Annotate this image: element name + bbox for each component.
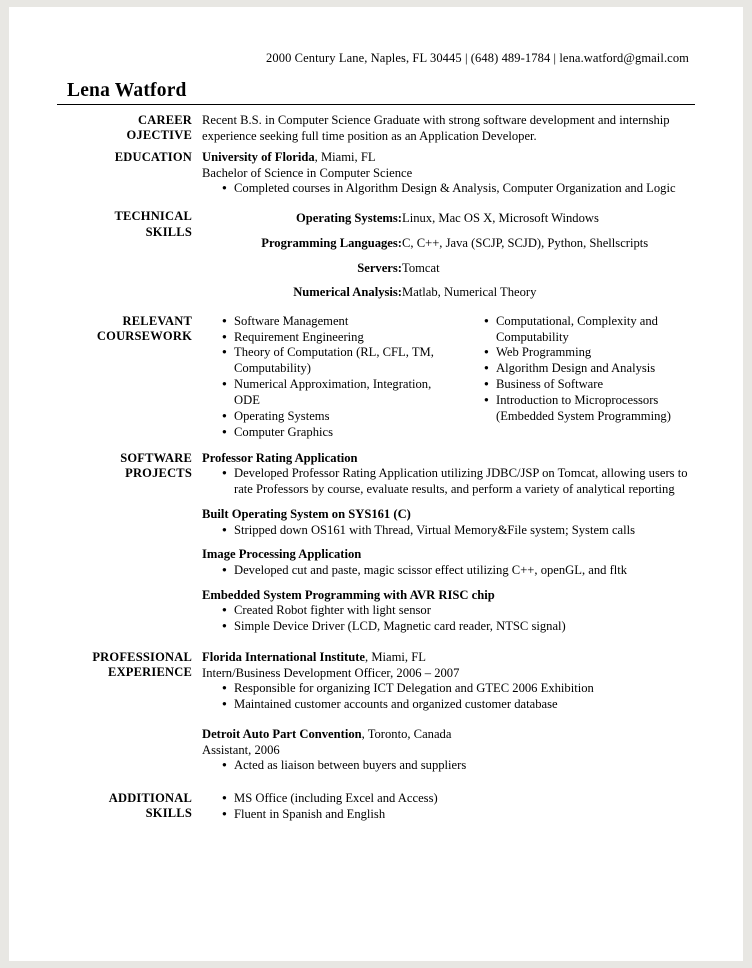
list-item: ● Developed cut and paste, magic scissor effect utilizing C++, openGL, and fltk xyxy=(222,563,695,579)
list-item: ● Theory of Computation (RL, CFL, TM, Computability) xyxy=(222,345,450,377)
list-item: ● Computer Graphics xyxy=(222,425,450,441)
list-item: ● MS Office (including Excel and Access) xyxy=(222,791,695,807)
project-item xyxy=(202,507,695,538)
project-title: Image Processing Application xyxy=(202,547,362,562)
header-divider xyxy=(57,104,695,105)
experience-label-line1: PROFESSIONAL xyxy=(92,650,192,665)
skill-value: Linux, Mac OS X, Microsoft Windows xyxy=(402,211,599,226)
experience-item xyxy=(202,650,695,713)
table-row xyxy=(202,209,695,234)
skill-value: Tomcat xyxy=(402,260,440,275)
technical-skills-content xyxy=(202,209,695,307)
skill-key: Numerical Analysis: xyxy=(293,285,402,300)
project-item xyxy=(202,451,695,498)
project-title: Professor Rating Application xyxy=(202,450,358,465)
list-item: ● Acted as liaison between buyers and suppliers xyxy=(222,758,695,774)
career-label-line2: OJECTIVE xyxy=(126,128,192,143)
list-item: ● Software Management xyxy=(222,314,450,330)
experience-employer: Detroit Auto Part Convention xyxy=(202,727,362,742)
experience-bullets xyxy=(202,758,695,774)
career-text: Recent B.S. in Computer Science Graduate with strong software development and internship experience seeking full time position as an Application Developer. xyxy=(202,113,670,143)
additional-bullets xyxy=(202,791,695,823)
coursework-right-column xyxy=(464,314,695,441)
projects-label-line1: SOFTWARE xyxy=(120,450,192,465)
project-item xyxy=(202,588,695,635)
coursework-left-column xyxy=(202,314,450,441)
projects-label-line2: PROJECTS xyxy=(125,465,192,480)
experience-location: , Toronto, Canada xyxy=(361,727,452,742)
section-professional-experience xyxy=(57,650,695,783)
experience-role: Intern/Business Development Officer, 2006 – 2007 xyxy=(202,665,460,680)
list-item: ● Requirement Engineering xyxy=(222,330,450,346)
resume-sheet xyxy=(9,7,743,961)
list-item: ● Stripped down OS161 with Thread, Virtual Memory&File system; System calls xyxy=(222,523,695,539)
skill-key: Servers: xyxy=(357,260,402,275)
section-label-coursework xyxy=(57,314,202,345)
list-item: ● Completed courses in Algorithm Design & Analysis, Computer Organization and Logic xyxy=(222,181,695,197)
list-item: ● Maintained customer accounts and organized customer database xyxy=(222,697,695,713)
additional-label-line2: SKILLS xyxy=(145,806,192,821)
list-item: ● Operating Systems xyxy=(222,409,450,425)
table-row xyxy=(202,283,695,308)
experience-role: Assistant, 2006 xyxy=(202,742,280,757)
section-additional-skills xyxy=(57,791,695,823)
page-title: Lena Watford xyxy=(67,80,187,101)
section-career-objective xyxy=(57,113,695,144)
section-label-experience xyxy=(57,650,202,681)
project-bullets xyxy=(202,603,695,635)
education-school-location: , Miami, FL xyxy=(314,150,376,165)
education-label: EDUCATION xyxy=(114,150,192,165)
project-title: Embedded System Programming with AVR RISC chip xyxy=(202,587,495,602)
additional-skills-content xyxy=(202,791,695,823)
education-degree: Bachelor of Science in Computer Science xyxy=(202,165,413,180)
section-label-projects xyxy=(57,451,202,482)
table-row xyxy=(202,259,695,284)
projects-content xyxy=(202,451,695,645)
experience-bullets xyxy=(202,681,695,713)
skills-table xyxy=(202,209,695,307)
skill-value: C, C++, Java (SCJP, SCJD), Python, Shellscripts xyxy=(402,235,649,250)
skill-key: Operating Systems: xyxy=(296,211,402,226)
education-content xyxy=(202,150,695,197)
experience-location: , Miami, FL xyxy=(365,650,426,665)
section-label-education xyxy=(57,150,202,165)
education-school: University of Florida xyxy=(202,150,315,165)
list-item: ● Simple Device Driver (LCD, Magnetic card reader, NTSC signal) xyxy=(222,619,695,635)
section-technical-skills xyxy=(57,209,695,307)
list-item: ● Introduction to Microprocessors (Embedded System Programming) xyxy=(484,393,695,425)
list-item: ● Fluent in Spanish and English xyxy=(222,807,695,823)
section-label-additional xyxy=(57,791,202,822)
experience-label-line2: EXPERIENCE xyxy=(108,665,192,680)
additional-label-line1: ADDITIONAL xyxy=(108,791,192,806)
skill-key: Programming Languages: xyxy=(261,235,402,250)
experience-item xyxy=(202,727,695,774)
coursework-right-list xyxy=(464,314,695,425)
list-item: ● Web Programming xyxy=(484,345,695,361)
experience-employer-line xyxy=(202,650,695,666)
list-item: ● Computational, Complexity and Computability xyxy=(484,314,695,346)
contact-line: 2000 Century Lane, Naples, FL 30445 | (648) 489-1784 | lena.watford@gmail.com xyxy=(266,51,689,65)
education-school-line xyxy=(202,150,695,166)
technical-label-line2: SKILLS xyxy=(145,224,192,239)
list-item: ● Developed Professor Rating Application utilizing JDBC/JSP on Tomcat, allowing users to rate Professors by course, evaluate results, and perform a variety of analytical reporting xyxy=(222,466,695,498)
technical-label-line1: TECHNICAL xyxy=(114,209,192,224)
education-bullets xyxy=(202,181,695,197)
coursework-label-line1: RELEVANT xyxy=(122,313,192,328)
project-bullets xyxy=(202,563,695,579)
section-label-career xyxy=(57,113,202,144)
list-item: ● Created Robot fighter with light sensor xyxy=(222,603,695,619)
project-bullets xyxy=(202,523,695,539)
section-education xyxy=(57,150,695,197)
project-item xyxy=(202,547,695,578)
table-row xyxy=(202,234,695,259)
coursework-left-list xyxy=(202,314,450,441)
list-item: ● Numerical Approximation, Integration, ODE xyxy=(222,377,450,409)
project-title: Built Operating System on SYS161 (C) xyxy=(202,506,411,521)
project-bullets xyxy=(202,466,695,498)
list-item: ● Algorithm Design and Analysis xyxy=(484,361,695,377)
coursework-columns xyxy=(202,314,695,441)
experience-content xyxy=(202,650,695,783)
experience-employer: Florida International Institute xyxy=(202,650,366,665)
coursework-label-line2: COURSEWORK xyxy=(96,328,192,343)
section-coursework xyxy=(57,314,695,441)
coursework-content xyxy=(202,314,695,441)
list-item: ● Responsible for organizing ICT Delegation and GTEC 2006 Exhibition xyxy=(222,681,695,697)
skill-value: Matlab, Numerical Theory xyxy=(402,285,537,300)
section-software-projects xyxy=(57,451,695,645)
section-label-technical-skills xyxy=(57,209,202,240)
career-label-line1: CAREER xyxy=(138,113,192,127)
experience-employer-line xyxy=(202,727,695,743)
list-item: ● Business of Software xyxy=(484,377,695,393)
career-content xyxy=(202,113,695,144)
